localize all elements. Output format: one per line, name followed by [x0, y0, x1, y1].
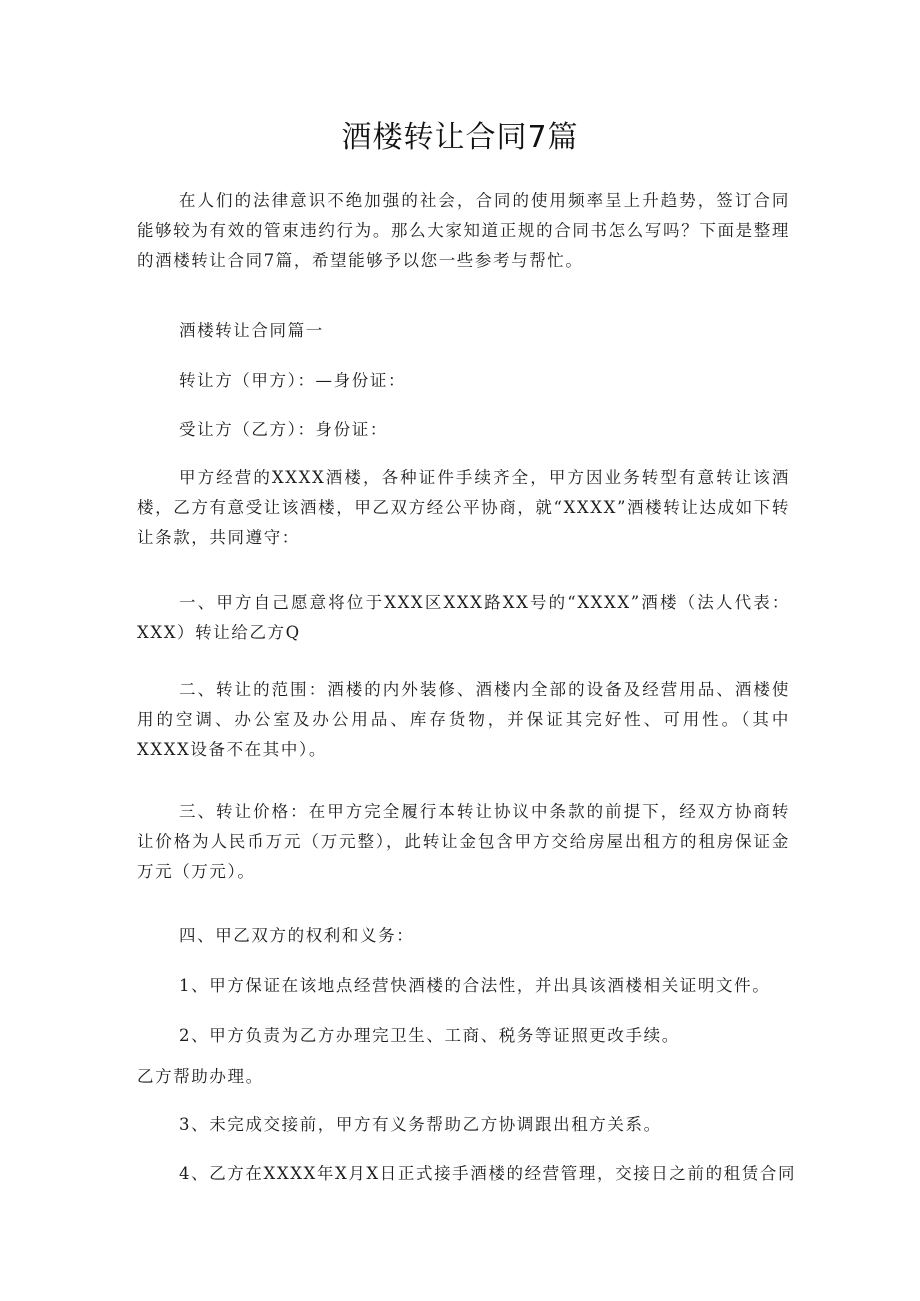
party-a-line: 转让方（甲方）：—身份证：	[179, 371, 407, 390]
section-heading: 酒楼转让合同篇一	[179, 321, 324, 340]
clause-3-paragraph: 三、转让价格：在甲方完全履行本转让协议中条款的前提下，经双方协商转让价格为人民币万元（万元整），此转让金包含甲方交给房屋出租方的租房保证金万元（万元）。	[137, 802, 790, 881]
document-title: 酒楼转让合同7篇	[341, 120, 579, 155]
clause-2-paragraph: 二、转让的范围：酒楼的内外装修、酒楼内全部的设备及经营用品、酒楼使用的空调、办公室及办公用品、库存货物，并保证其完好性、可用性。（其中XXXX设备不在其中）。	[137, 680, 790, 759]
item-2-line: 2、甲方负责为乙方办理完卫生、工商、税务等证照更改手续。	[179, 1026, 680, 1045]
preamble-paragraph: 甲方经营的XXXX酒楼，各种证件手续齐全，甲方因业务转型有意转让该酒楼，乙方有意受让该酒楼，甲乙双方经公平协商，就“XXXX”酒楼转让达成如下转让条款，共同遵守：	[137, 468, 790, 547]
intro-paragraph: 在人们的法律意识不绝加强的社会，合同的使用频率呈上升趋势，签订合同能够较为有效的管束违约行为。那么大家知道正规的合同书怎么写吗？下面是整理的酒楼转让合同7篇，希望能够予以您一些参考与帮忙。	[137, 191, 790, 270]
clause-4-heading: 四、甲乙双方的权利和义务：	[179, 926, 415, 945]
item-1-line: 1、甲方保证在该地点经营快酒楼的合法性，并出具该酒楼相关证明文件。	[179, 976, 771, 995]
item-2-continuation: 乙方帮助办理。	[137, 1067, 264, 1086]
item-3-line: 3、未完成交接前，甲方有义务帮助乙方协调跟出租方关系。	[179, 1115, 662, 1134]
item-4-line: 4、乙方在XXXX年X月X日正式接手酒楼的经营管理，交接日之前的租赁合同	[179, 1164, 797, 1183]
party-b-line: 受让方（乙方）：身份证：	[179, 420, 388, 439]
clause-1-paragraph: 一、甲方自己愿意将位于XXX区XXX路XX号的“XXXX”酒楼（法人代表：XXX）转让给乙方Q	[137, 593, 790, 642]
